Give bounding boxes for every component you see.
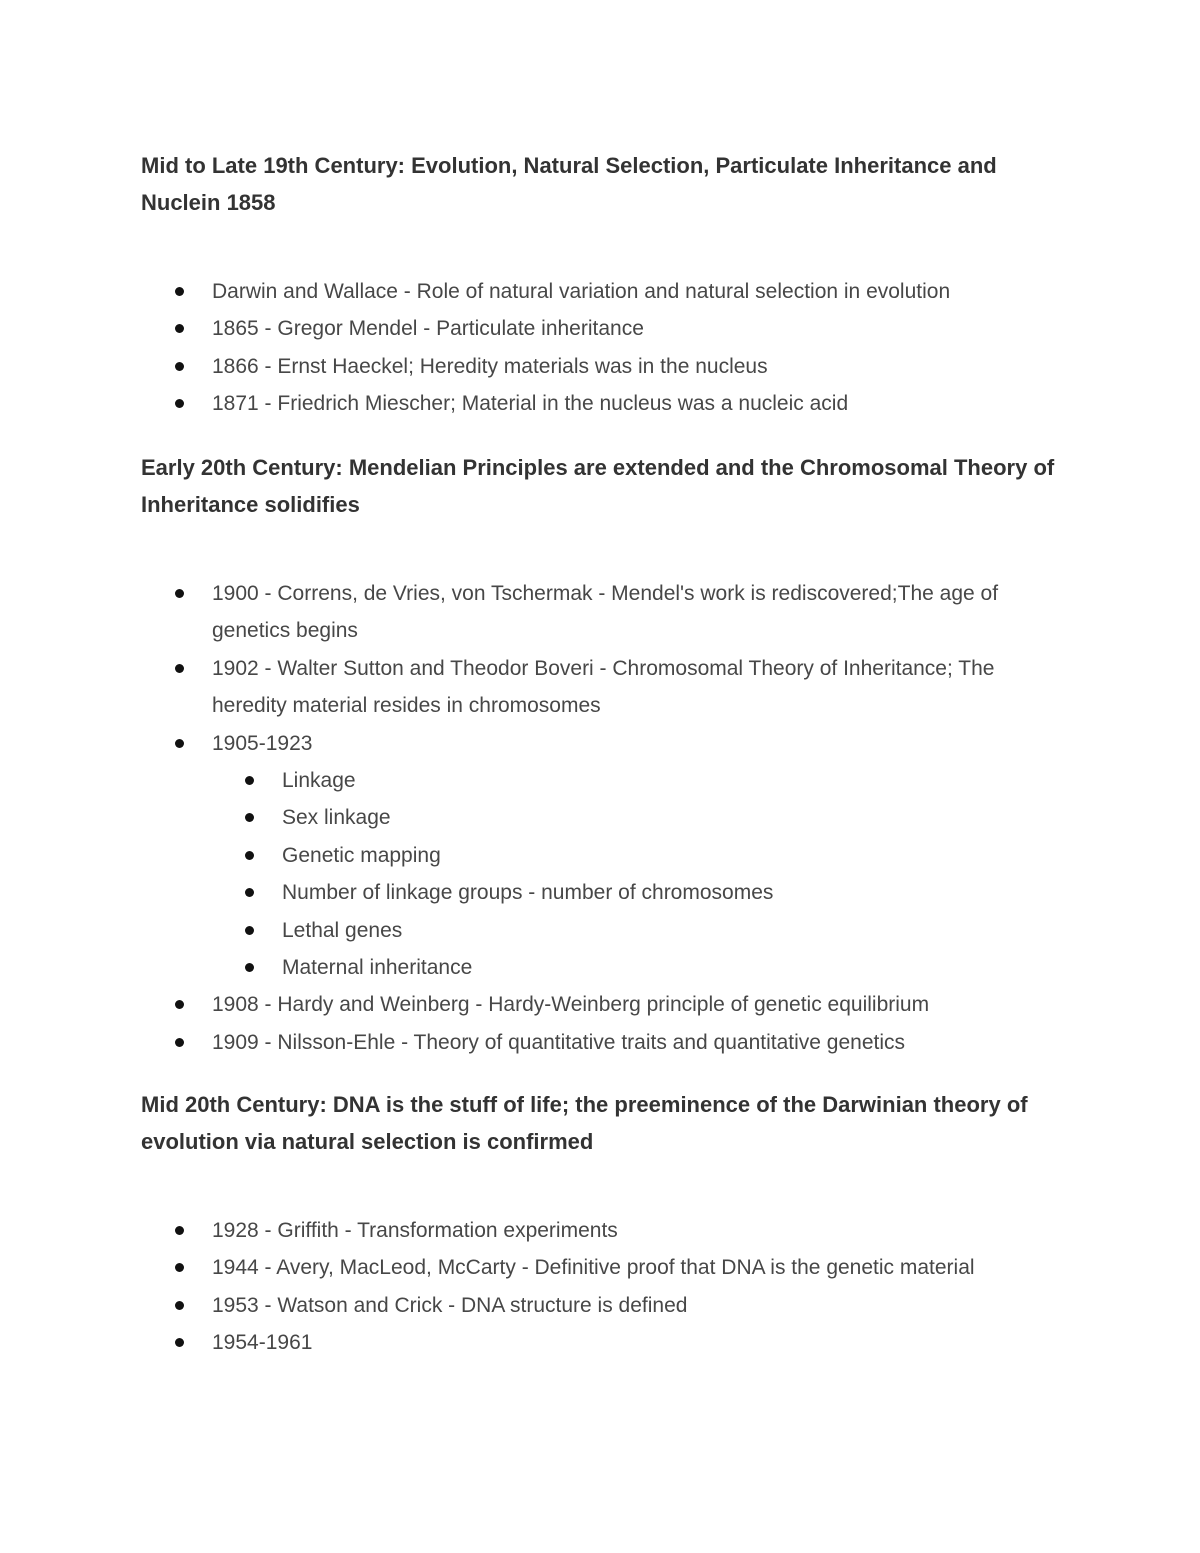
section-heading: Early 20th Century: Mendelian Principles are extended and the Chromosomal Theory of Inheritance solidifies	[141, 455, 1055, 517]
bullet-icon	[175, 287, 184, 296]
list-item-text: Genetic mapping	[282, 843, 441, 867]
bullet-icon	[175, 664, 184, 673]
bullet-icon	[245, 926, 254, 935]
bullet-icon	[175, 739, 184, 748]
bullet-icon	[175, 399, 184, 408]
list-item-text: 1953 - Watson and Crick - DNA structure is defined	[212, 1293, 688, 1317]
list-item-text: 1905-1923	[212, 731, 313, 755]
bullet-icon	[245, 888, 254, 897]
bullet-icon	[175, 1038, 184, 1047]
list-item	[212, 1324, 1072, 1361]
list-item	[282, 912, 1072, 949]
list-item	[282, 837, 1072, 874]
bullet-icon	[245, 776, 254, 785]
list-item-text: Maternal inheritance	[282, 956, 473, 980]
bullet-icon	[175, 1338, 184, 1347]
bullet-list	[212, 575, 1072, 1061]
bullet-icon	[175, 1263, 184, 1272]
bullet-icon	[175, 1000, 184, 1009]
list-item-text: Linkage	[282, 769, 356, 793]
bullet-list	[212, 1212, 1072, 1362]
list-item-text: 1928 - Griffith - Transformation experiments	[212, 1219, 618, 1242]
list-item	[282, 949, 1072, 986]
list-item	[212, 1024, 1072, 1061]
section-heading: Mid to Late 19th Century: Evolution, Natural Selection, Particulate Inheritance and Nuclein 1858	[141, 153, 997, 215]
bullet-icon	[245, 813, 254, 822]
list-item	[212, 575, 1072, 650]
bullet-icon	[245, 851, 254, 860]
list-item	[212, 310, 1072, 347]
list-item	[212, 986, 1072, 1023]
list-item-text: 1865 - Gregor Mendel - Particulate inheritance	[212, 317, 644, 341]
bullet-icon	[175, 1301, 184, 1310]
list-item	[212, 1212, 1072, 1249]
bullet-icon	[175, 589, 184, 598]
list-item	[282, 762, 1072, 799]
list-item-text: 1944 - Avery, MacLeod, McCarty - Definitive proof that DNA is the genetic material	[212, 1256, 975, 1280]
list-item	[212, 725, 1072, 987]
list-item	[212, 385, 1072, 422]
bullet-icon	[245, 963, 254, 972]
list-item	[212, 348, 1072, 385]
list-item	[282, 799, 1072, 836]
nested-bullet-list	[212, 762, 1072, 986]
list-item-text: 1908 - Hardy and Weinberg - Hardy-Weinberg principle of genetic equilibrium	[212, 993, 930, 1017]
section-heading: Mid 20th Century: DNA is the stuff of life; the preeminence of the Darwinian theory of evolution via natural selection is confirmed	[141, 1092, 1028, 1154]
list-item-text: Lethal genes	[282, 918, 403, 942]
list-item-text: 1866 - Ernst Haeckel; Heredity materials was in the nucleus	[212, 354, 768, 378]
bullet-icon	[175, 1226, 184, 1235]
list-item	[212, 650, 1072, 725]
bullet-icon	[175, 324, 184, 333]
list-item-text: Number of linkage groups - number of chromosomes	[282, 881, 774, 905]
list-item-text: Sex linkage	[282, 806, 391, 830]
list-item-text: 1871 - Friedrich Miescher; Material in the nucleus was a nucleic acid	[212, 392, 849, 416]
list-item	[282, 874, 1072, 911]
list-item-text: 1909 - Nilsson-Ehle - Theory of quantitative traits and quantitative genetics	[212, 1030, 905, 1054]
list-item-text: 1900 - Correns, de Vries, von Tschermak - Mendel's work is rediscovered;The age of genetics begins	[212, 582, 999, 643]
list-item	[212, 273, 1072, 310]
list-item-text: Darwin and Wallace - Role of natural variation and natural selection in evolution	[212, 280, 951, 303]
list-item	[212, 1287, 1072, 1324]
list-item-text: 1902 - Walter Sutton and Theodor Boveri - Chromosomal Theory of Inheritance; The heredity material resides in chromosomes	[212, 656, 995, 718]
list-item-text: 1954-1961	[212, 1331, 313, 1355]
list-item	[212, 1249, 1072, 1286]
bullet-list	[212, 273, 1072, 423]
bullet-icon	[175, 362, 184, 371]
